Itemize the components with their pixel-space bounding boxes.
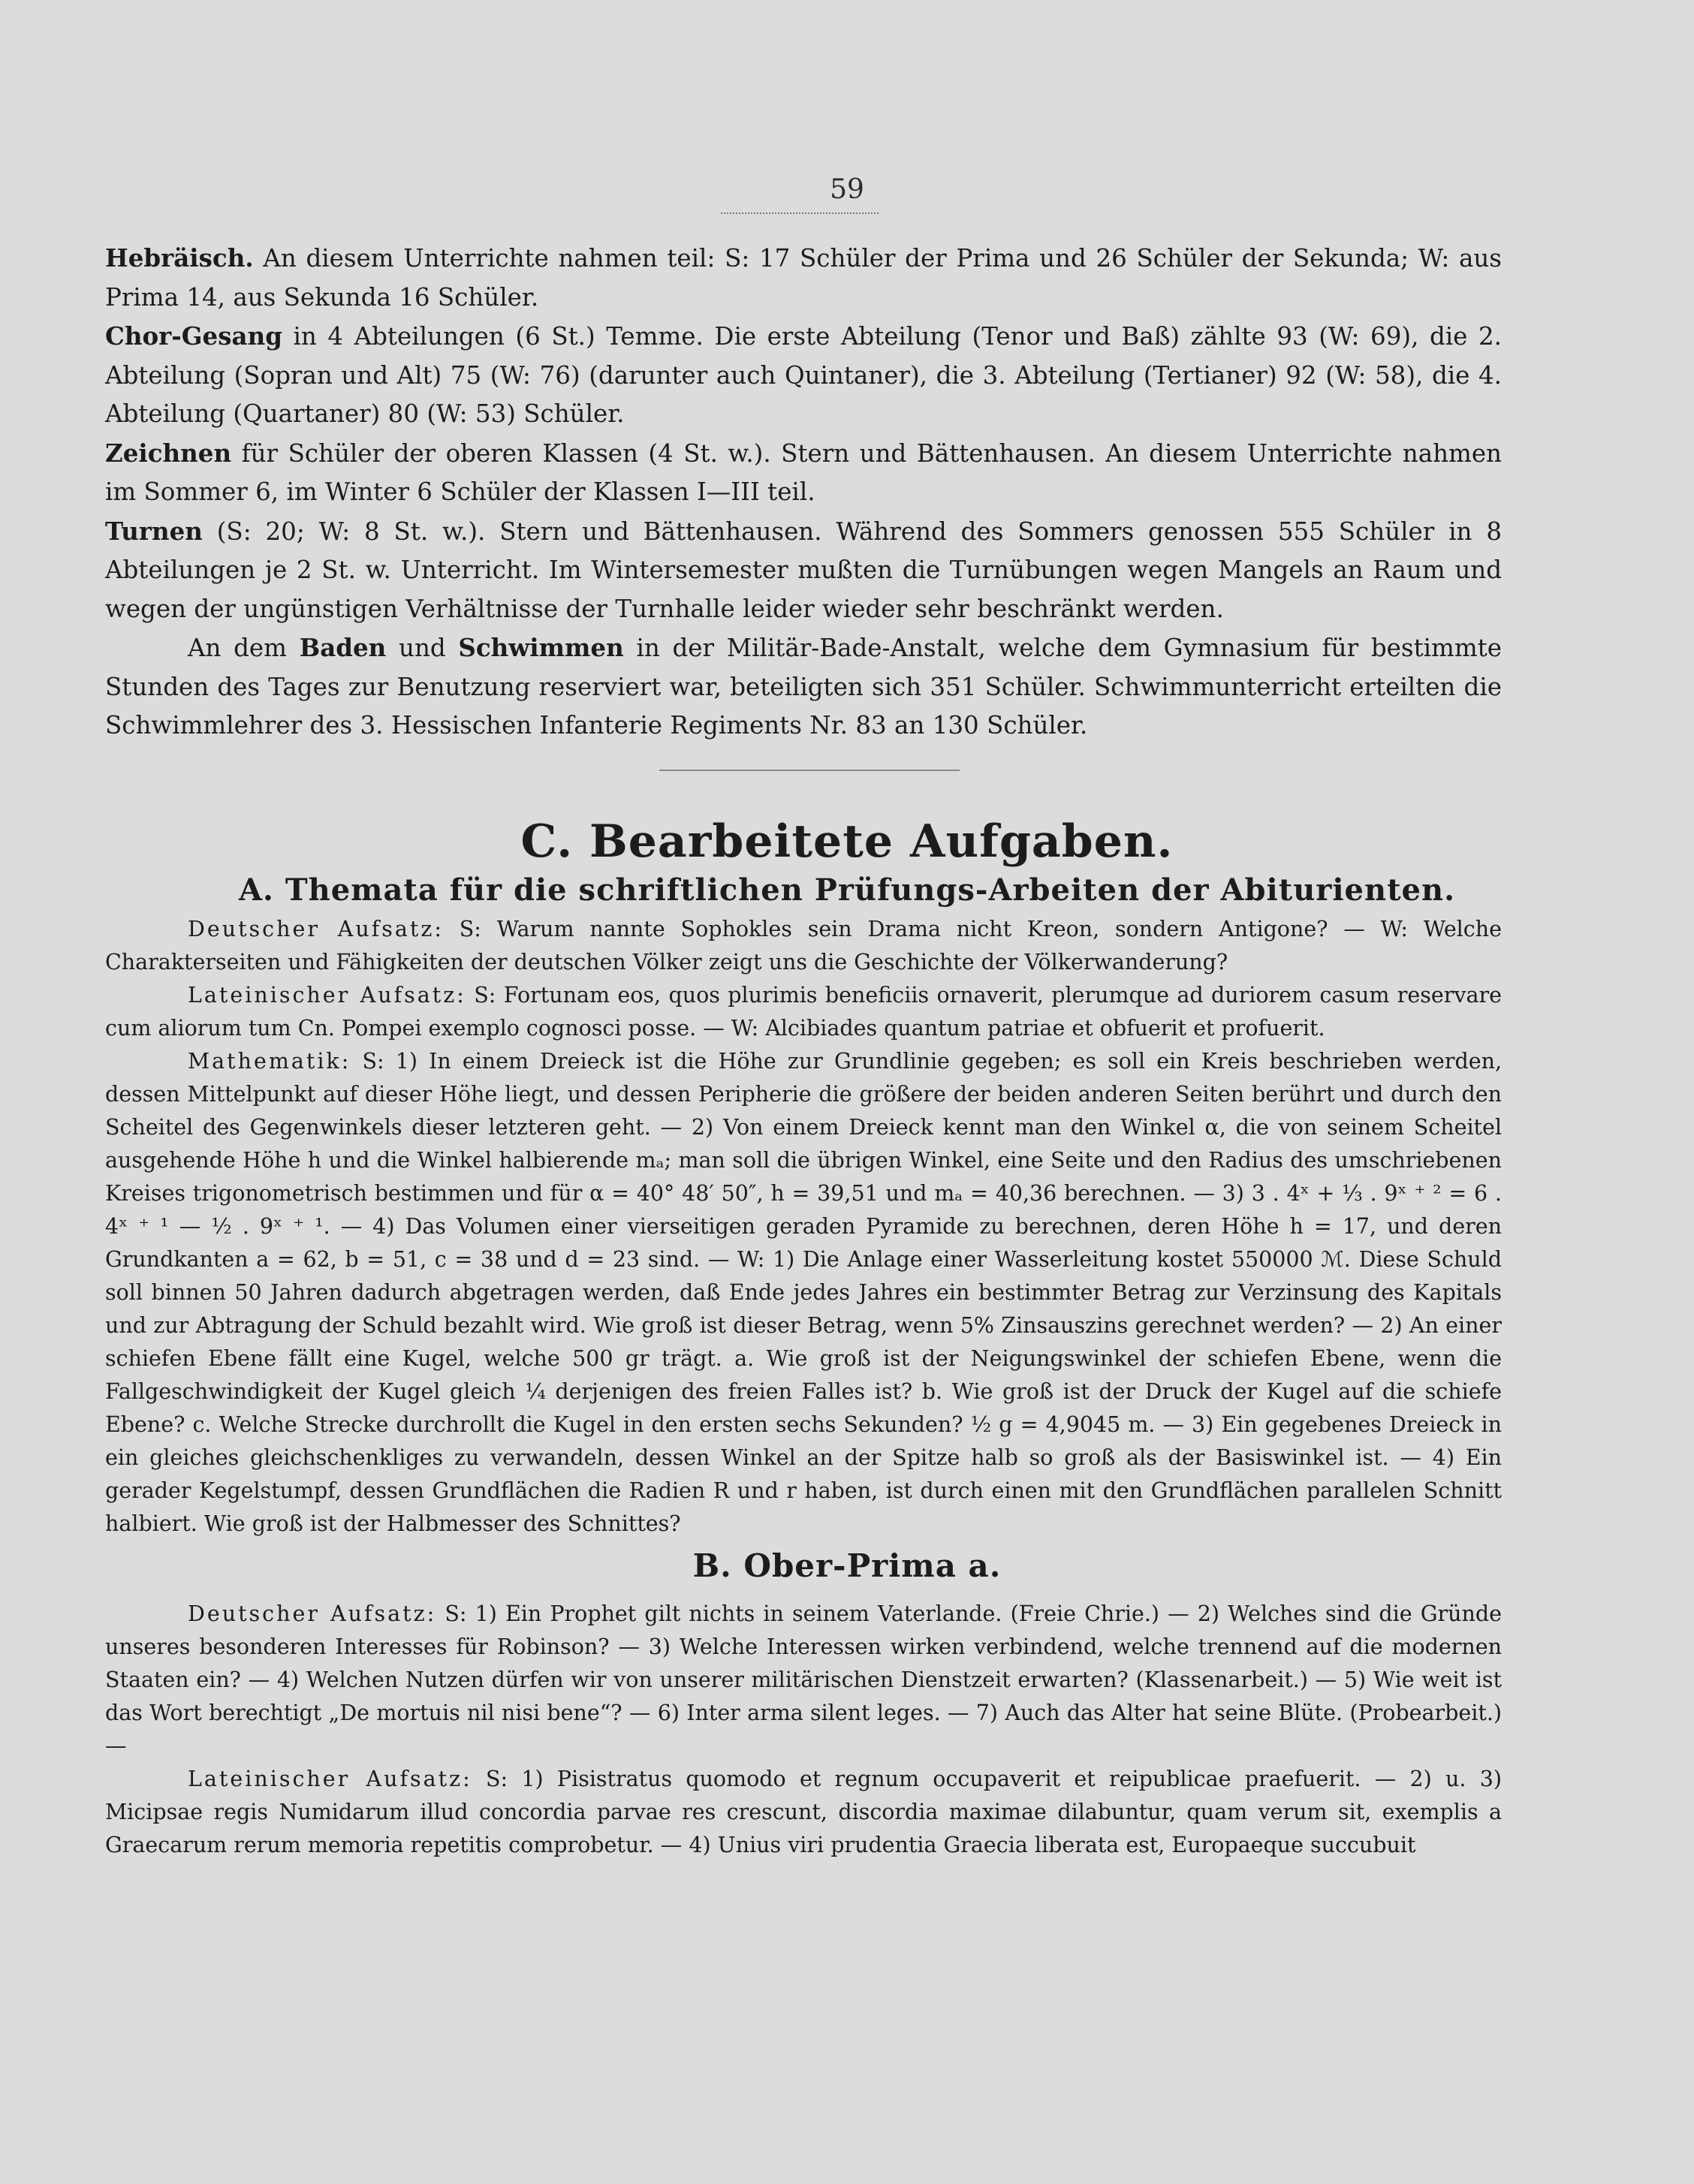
text-baden: in der Militär-Bade-Anstalt, welche dem Gymnasium für bestimmte Stunden des Tages zur Benutzung reserviert war, beteiligten sich 351 Schüler. Schwimmunterricht erteilten die Schwimmlehrer des 3. Hessischen Infanterie Regiments Nr. 83 an 130 Schüler. [105,634,1502,740]
section-b [105,1598,1502,1862]
section-top [105,239,1502,746]
heading-b: B. Ober-Prima a. [692,1547,1002,1584]
text-baden-mid: und [399,634,446,662]
heading-c: C. Bearbeitete Aufgaben. [520,815,1174,868]
label-a-deutsch: Deutscher Aufsatz: [188,917,444,941]
paragraph-a-latein [105,979,1502,1045]
section-divider [659,770,960,771]
label-baden: Baden [299,633,387,662]
text-chorgesang: in 4 Abteilungen (6 St.) Temme. Die erste Abteilung (Tenor und Baß) zählte 93 (W: 69), die 2. Abteilung (Sopran und Alt) 75 (W: 76) (darunter auch Quintaner), die 3. Abteilung (Tertianer) 92 (W: 58), die 4. Abteilung (Quartaner) 80 (W: 53) Schüler. [105,322,1502,428]
text-b-deutsch: S: 1) Ein Prophet gilt nichts in seinem Vaterlande. (Freie Chrie.) — 2) Welches sind die Gründe unseres besonderen Interesses für Robinson? — 3) Welche Interessen wirken verbindend, welche trennend auf die modernen Staaten ein? — 4) Welchen Nutzen dürfen wir von unserer militärischen Dienstzeit erwarten? (Klassenarbeit.) — 5) Wie weit ist das Wort berechtigt „De mortuis nil nisi bene“? — 6) Inter arma silent leges. — 7) Auch das Alter hat seine Blüte. (Probearbeit.) — [105,1601,1502,1758]
label-a-latein: Lateinischer Aufsatz: [188,983,466,1008]
paragraph-turnen [105,512,1502,629]
text-a-mathematik: S: 1) In einem Dreieck ist die Höhe zur Grundlinie gegeben; es soll ein Kreis beschrieben werden, dessen Mittelpunkt auf dieser Höhe liegt, und dessen Peripherie die größere der beiden anderen Seiten berührt und durch den Scheitel des Gegenwinkels dieser letzteren geht. — 2) Von einem Dreieck kennt man den Winkel α, die von seinem Scheitel ausgehende Höhe h und die Winkel halbierende mₐ; man soll die übrigen Winkel, eine Seite und den Radius des umschriebenen Kreises trigonometrisch bestimmen und für α = 40° 48′ 50″, h = 39,51 und mₐ = 40,36 berechnen. — 3) 3 . 4ˣ + ⅓ . 9ˣ ⁺ ² = 6 . 4ˣ ⁺ ¹ — ½ . 9ˣ ⁺ ¹. — 4) Das Volumen einer vierseitigen geraden Pyramide zu berechnen, deren Höhe h = 17, und deren Grundkanten a = 62, b = 51, c = 38 und d = 23 sind. — W: 1) Die Anlage einer Wasserleitung kostet 550000 ℳ. Diese Schuld soll binnen 50 Jahren dadurch abgetragen werden, daß Ende jedes Jahres ein bestimmter Betrag zur Verzinsung des Kapitals und zur Abtragung der Schuld bezahlt wird. Wie groß ist dieser Betrag, wenn 5% Zinsauszins gerechnet werden? — 2) An einer schiefen Ebene fällt eine Kugel, welche 500 gr trägt. a. Wie groß ist der Neigungswinkel der schiefen Ebene, wenn die Fallgeschwindigkeit der Kugel gleich ¼ derjenigen des freien Falles ist? b. Wie groß ist der Druck der Kugel auf die schiefe Ebene? c. Welche Strecke durchrollt die Kugel in den ersten sechs Sekunden? ½ g = 4,9045 m. — 3) Ein gegebenes Dreieck in ein gleiches gleichschenkliges zu verwandeln, dessen Winkel an der Spitze halb so groß als der Basiswinkel ist. — 4) Ein gerader Kegelstumpf, dessen Grundflächen die Radien R und r haben, ist durch einen mit den Grundflächen parallelen Schnitt halbiert. Wie groß ist der Halbmesser des Schnittes? [105,1049,1503,1536]
paragraph-a-deutsch [105,913,1502,979]
text-a-deutsch: S: Warum nannte Sophokles sein Drama nicht Kreon, sondern Antigone? — W: Welche Charakterseiten und Fähigkeiten der deutschen Völker zeigt uns die Geschichte der Völkerwanderung? [105,917,1502,975]
label-turnen: Turnen [105,516,203,546]
paragraph-b-deutsch [105,1598,1502,1763]
paragraph-b-latein [105,1763,1502,1862]
text-zeichnen: für Schüler der oberen Klassen (4 St. w.). Stern und Bättenhausen. An diesem Unterrichte nahmen im Sommer 6, im Winter 6 Schüler der Klassen I—III teil. [105,438,1502,506]
text-turnen: (S: 20; W: 8 St. w.). Stern und Bättenhausen. Während des Sommers genossen 555 Schüler in 8 Abteilungen je 2 St. w. Unterricht. Im Wintersemester mußten die Turnübungen wegen Mangels an Raum und wegen der ungünstigen Verhältnisse der Turnhalle leider wieder sehr beschränkt werden. [105,517,1502,623]
paragraph-chorgesang [105,317,1502,434]
paragraph-hebraeisch [105,239,1502,317]
text-baden-pre: An dem [188,634,287,662]
section-a [105,913,1502,1541]
paragraph-a-mathematik [105,1045,1502,1541]
page-number: 59 [830,174,864,205]
paragraph-zeichnen [105,434,1502,512]
label-hebraeisch: Hebräisch. [105,243,254,273]
page-number-ornament [721,212,879,218]
label-b-deutsch: Deutscher Aufsatz: [188,1601,437,1626]
heading-a: A. Themata für die schriftlichen Prüfungs-Arbeiten der Abiturienten. [238,872,1456,908]
paragraph-baden [105,628,1502,746]
label-zeichnen: Zeichnen [105,438,232,468]
label-chorgesang: Chor-Gesang [105,321,282,351]
text-b-latein: S: 1) Pisistratus quomodo et regnum occupaverit et reipublicae praefuerit. — 2) u. 3) Micipsae regis Numidarum illud concordia parvae res crescunt, discordia maximae dilabuntur, quam verum sit, exemplis a Graecarum rerum memoria repetitis comprobetur. — 4) Unius viri prudentia Graecia liberata est, Europaeque succubuit [105,1767,1502,1857]
label-schwimmen: Schwimmen [458,633,624,662]
text-hebraeisch: An diesem Unterrichte nahmen teil: S: 17 Schüler der Prima und 26 Schüler der Sekunda; W: aus Prima 14, aus Sekunda 16 Schüler. [105,244,1502,312]
label-a-mathematik: Mathematik: [188,1049,351,1074]
text-a-latein: S: Fortunam eos, quos plurimis beneficiis ornaverit, plerumque ad duriorem casum reservare cum aliorum tum Cn. Pompei exemplo cognosci posse. — W: Alcibiades quantum patriae et obfuerit et profuerit. [105,983,1502,1041]
label-b-latein: Lateinischer Aufsatz: [188,1767,472,1791]
